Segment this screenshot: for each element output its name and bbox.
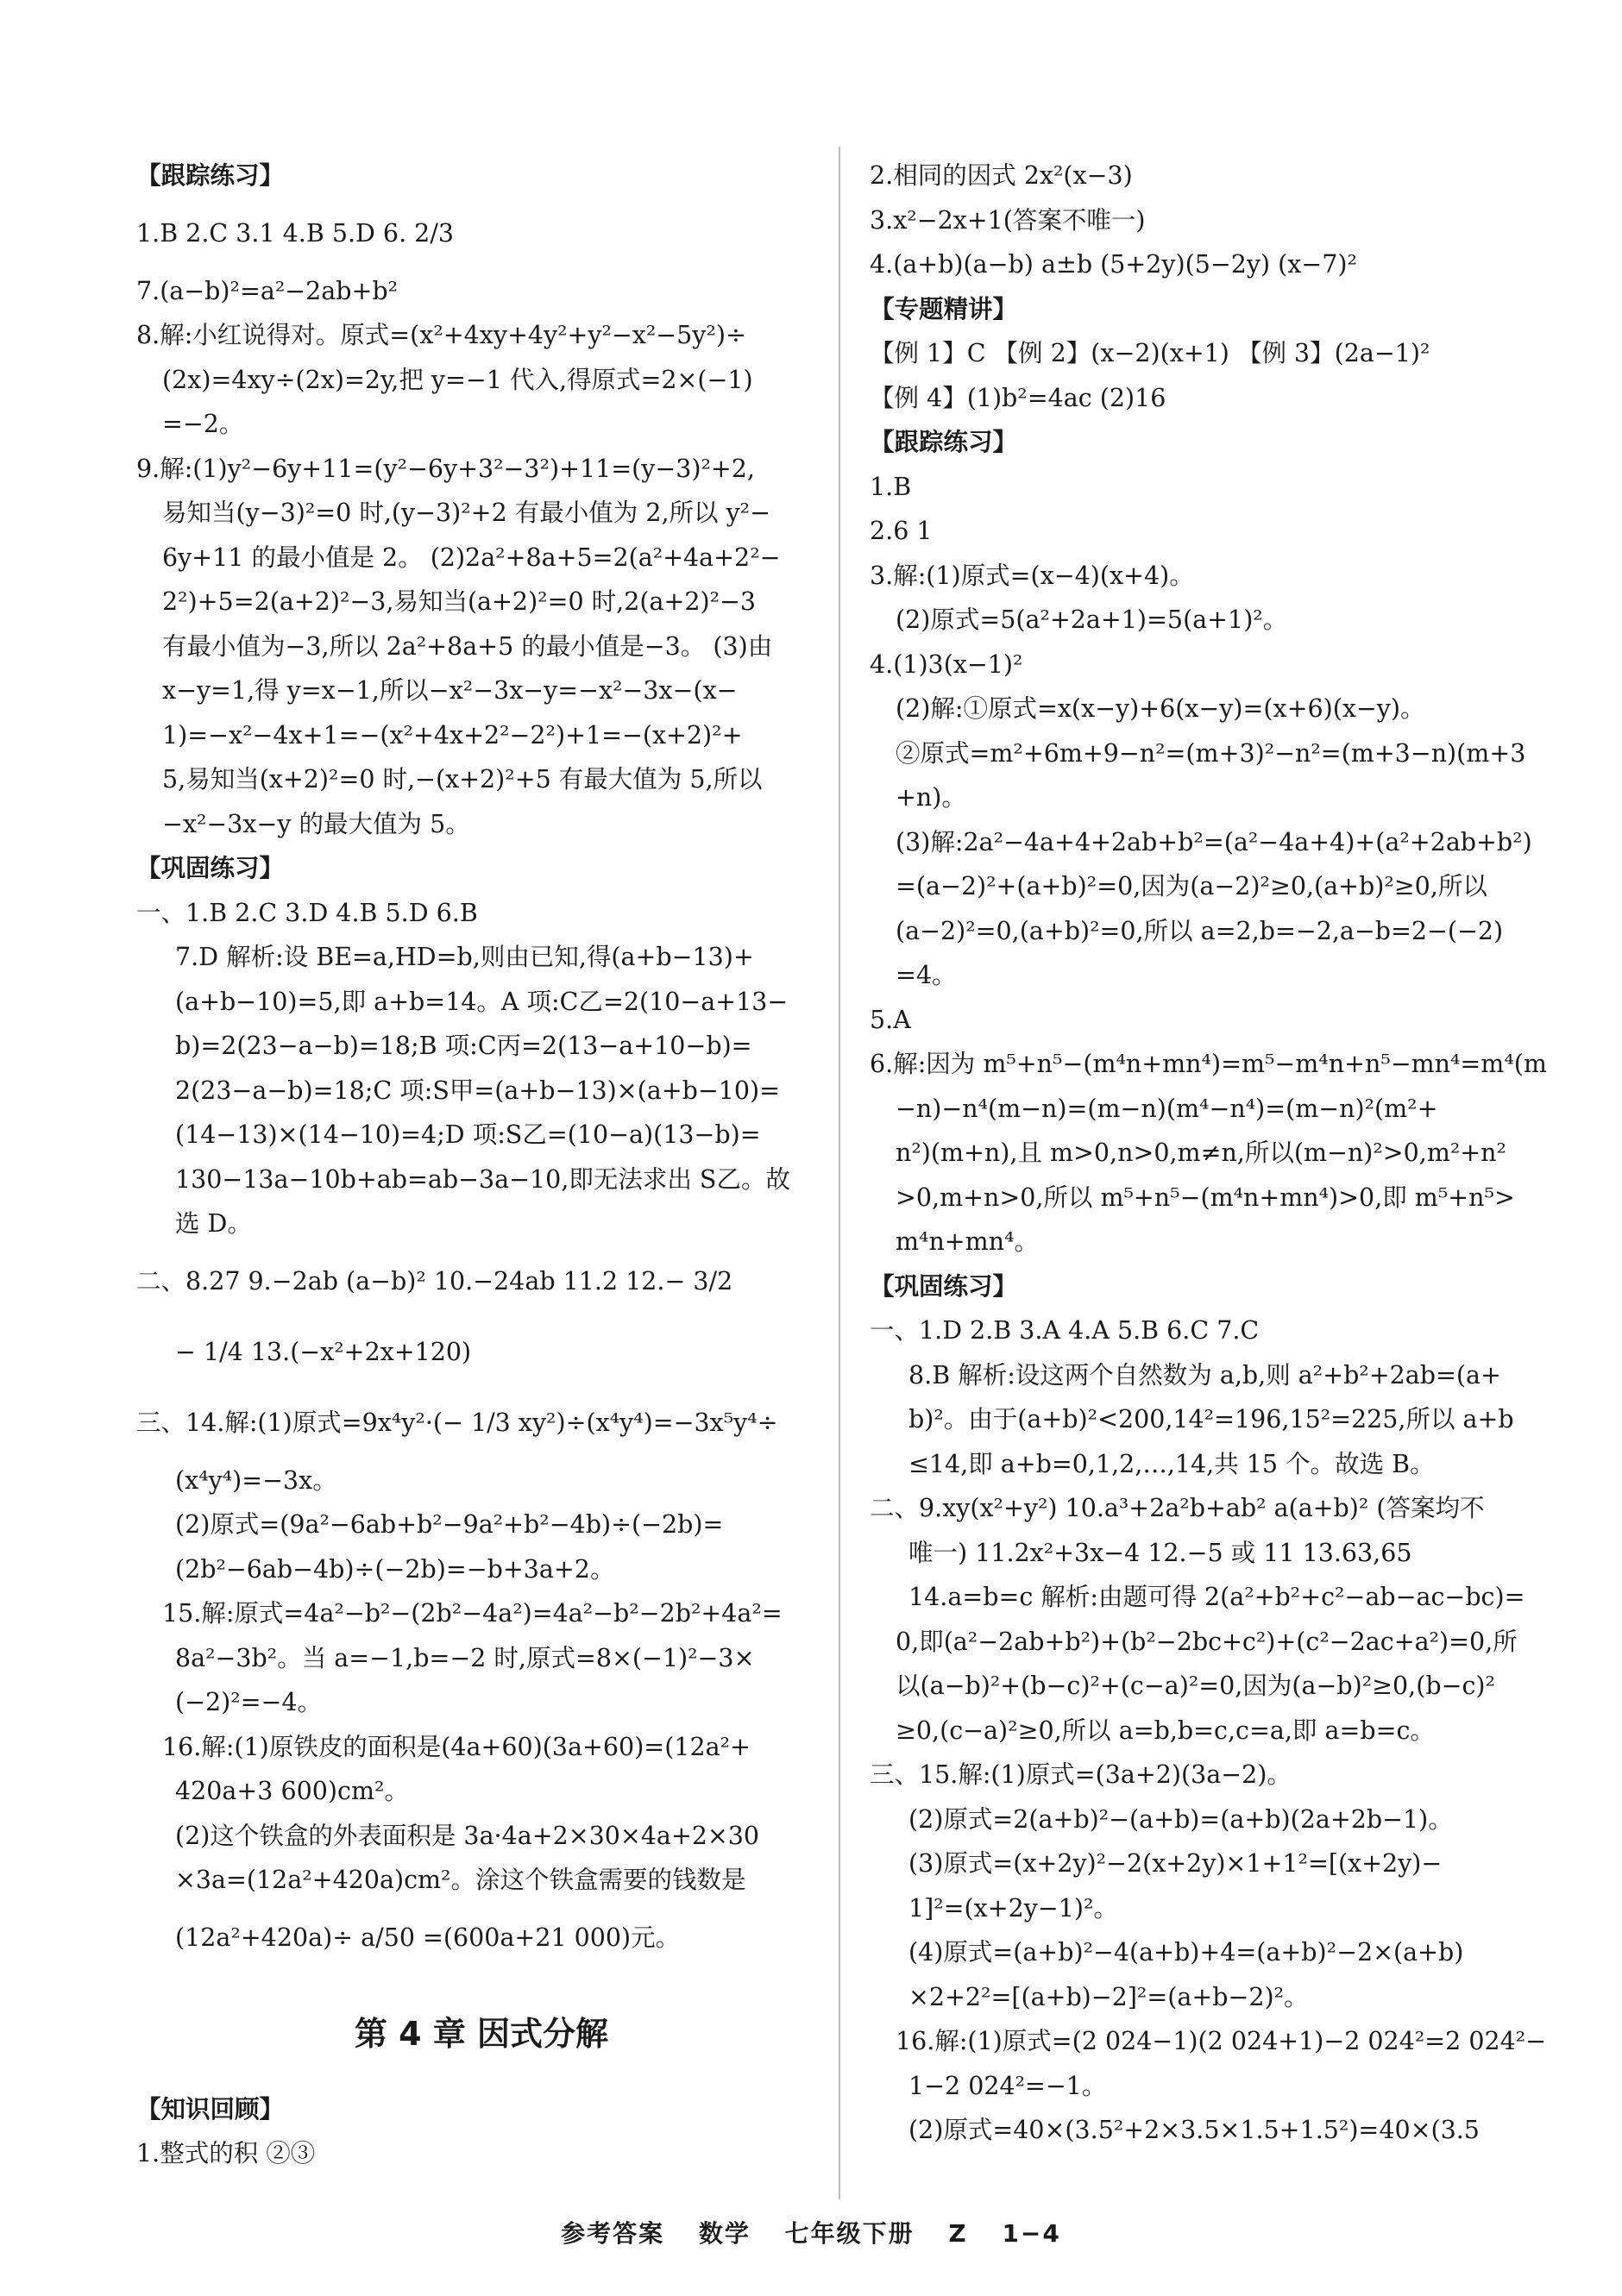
answer-line: =−2。	[162, 410, 244, 438]
answer-line: 6.解:因为 m⁵+n⁵−(m⁴n+mn⁴)=m⁵−m⁴n+n⁵−mn⁴=m⁴(m	[870, 1050, 1547, 1078]
answer-line: −n)−n⁴(m−n)=(m−n)(m⁴−n⁴)=(m−n)²(m²+	[896, 1094, 1438, 1123]
answer-line: (2)这个铁盒的外表面积是 3a·4a+2×30×4a+2×30	[175, 1821, 760, 1850]
answer-line: ×2+2²=[(a+b)−2]²=(a+b−2)²。	[908, 1982, 1309, 2011]
answer-line: 16.解:(1)原式=(2 024−1)(2 024+1)−2 024²=2 024²−	[896, 2027, 1547, 2055]
answer-line: (3)原式=(x+2y)²−2(x+2y)×1+1²=[(x+2y)−	[908, 1849, 1443, 1878]
answer-line: 二、9.xy(x²+y²) 10.a³+2a²b+ab² a(a+b)² (答案均不	[870, 1494, 1485, 1522]
answer-line: 9.解:(1)y²−6y+11=(y²−6y+3²−3²)+11=(y−3)²+2,	[136, 454, 755, 483]
footer-subject: 数学	[698, 2219, 751, 2248]
answer-line: (−2)²=−4。	[175, 1688, 323, 1716]
answer-line: 2(23−a−b)=18;C 项:S甲=(a+b−13)×(a+b−10)=	[175, 1076, 781, 1105]
section-header: 【专题精讲】	[870, 294, 1018, 323]
answer-line: 3.解:(1)原式=(x−4)(x+4)。	[870, 561, 1194, 590]
answer-line: (2)解:①原式=x(x−y)+6(x−y)=(x+6)(x−y)。	[896, 694, 1425, 723]
answer-line: 130−13a−10b+ab=ab−3a−10,即无法求出 S乙。故	[175, 1164, 790, 1194]
answer-line: 唯一) 11.2x²+3x−4 12.−5 或 11 13.63,65	[908, 1538, 1412, 1567]
answer-line: b)=2(23−a−b)=18;B 项:C丙=2(13−a+10−b)=	[175, 1032, 752, 1060]
answer-line: 有最小值为−3,所以 2a²+8a+5 的最小值是−3。 (3)由	[162, 631, 773, 661]
answer-line: n²)(m+n),且 m>0,n>0,m≠n,所以(m−n)²>0,m²+n²	[896, 1139, 1506, 1167]
section-header: 【跟踪练习】	[136, 161, 285, 190]
answer-line: (3)解:2a²−4a+4+2ab+b²=(a²−4a+4)+(a²+2ab+b²)	[896, 827, 1532, 856]
answer-line: 7.D 解析:设 BE=a,HD=b,则由已知,得(a+b−13)+	[175, 943, 754, 971]
section-header: 【巩固练习】	[136, 854, 285, 882]
answer-line: 1.整式的积 ②③	[136, 2139, 316, 2167]
answer-line: ②原式=m²+6m+9−n²=(m+3)²−n²=(m+3−n)(m+3	[896, 738, 1526, 768]
answer-line: 1−2 024²=−1。	[908, 2071, 1107, 2100]
answer-line: (4)原式=(a+b)²−4(a+b)+4=(a+b)²−2×(a+b)	[908, 1938, 1464, 1967]
answer-line: 7.(a−b)²=a²−2ab+b²	[136, 276, 399, 305]
answer-line: (2)原式=(9a²−6ab+b²−9a²+b²−4b)÷(−2b)=	[175, 1510, 724, 1539]
section-header: 【跟踪练习】	[870, 428, 1018, 456]
footer-code: Z	[948, 2219, 968, 2248]
answer-line: − 1/4 13.(−x²+2x+120)	[175, 1337, 472, 1366]
answer-line: 易知当(y−3)²=0 时,(y−3)²+2 有最小值为 2,所以 y²−	[162, 499, 770, 527]
answer-line: 一、1.B 2.C 3.D 4.B 5.D 6.B	[136, 898, 478, 927]
answer-line: 选 D。	[175, 1209, 252, 1238]
answer-line: 2.相同的因式 2x²(x−3)	[870, 161, 1133, 190]
answer-line: 1]²=(x+2y−1)²。	[908, 1893, 1118, 1923]
answer-line: =(a−2)²+(a+b)²=0,因为(a−2)²≥0,(a+b)²≥0,所以	[896, 872, 1487, 900]
answer-line: 5.A	[870, 1005, 911, 1034]
answer-line: 6y+11 的最小值是 2。 (2)2a²+8a+5=2(a²+4a+2²−	[162, 543, 781, 572]
answer-line: 4.(a+b)(a−b) a±b (5+2y)(5−2y) (x−7)²	[870, 250, 1357, 279]
answer-line: 14.a=b=c 解析:由题可得 2(a²+b²+c²−ab−ac−bc)=	[908, 1583, 1525, 1611]
left-column	[136, 154, 827, 2176]
answer-line: 8.B 解析:设这两个自然数为 a,b,则 a²+b²+2ab=(a+	[908, 1360, 1501, 1390]
answer-line: (2b²−6ab−4b)÷(−2b)=−b+3a+2。	[175, 1554, 615, 1584]
page-footer	[0, 2215, 1622, 2249]
answer-line: 三、15.解:(1)原式=(3a+2)(3a−2)。	[870, 1760, 1292, 1789]
answer-line: 一、1.D 2.B 3.A 4.A 5.B 6.C 7.C	[870, 1316, 1260, 1345]
answer-line: −x²−3x−y 的最大值为 5。	[162, 809, 470, 838]
answer-line: 三、14.解:(1)原式=9x⁴y²·(− 1/3 xy²)÷(x⁴y⁴)=−3x⁵y⁴÷	[136, 1408, 778, 1437]
answer-line: 1.B	[870, 472, 912, 501]
answer-line: 以(a−b)²+(b−c)²+(c−a)²=0,因为(a−b)²≥0,(b−c)²	[896, 1672, 1495, 1700]
answer-line: 0,即(a²−2ab+b²)+(b²−2bc+c²)+(c²−2ac+a²)=0,所	[896, 1627, 1518, 1656]
answer-line: 1.B 2.C 3.1 4.B 5.D 6. 2/3	[136, 218, 455, 248]
answer-line: 2²)+5=2(a+2)²−3,易知当(a+2)²=0 时,2(a+2)²−3	[162, 587, 757, 616]
answer-line: 1)=−x²−4x+1=−(x²+4x+2²−2²)+1=−(x+2)²+	[162, 720, 743, 750]
answer-line: x−y=1,得 y=x−1,所以−x²−3x−y=−x²−3x−(x−	[162, 676, 738, 705]
answer-line: 8a²−3b²。当 a=−1,b=−2 时,原式=8×(−1)²−3×	[175, 1643, 755, 1672]
answer-line: b)²。由于(a+b)²<200,14²=196,15²=225,所以 a+b	[908, 1405, 1514, 1433]
answer-line: (x⁴y⁴)=−3x。	[175, 1465, 337, 1495]
answer-line: (2)原式=2(a+b)²−(a+b)=(a+b)(2a+2b−1)。	[908, 1804, 1453, 1834]
answer-line: 【例 1】C 【例 2】(x−2)(x+1) 【例 3】(2a−1)²	[870, 339, 1430, 367]
answer-line: (a−2)²=0,(a+b)²=0,所以 a=2,b=−2,a−b=2−(−2)	[896, 916, 1504, 945]
footer-grade: 七年级下册	[784, 2219, 915, 2248]
answer-line: 4.(1)3(x−1)²	[870, 649, 1023, 679]
answer-line: 【例 4】(1)b²=4ac (2)16	[870, 383, 1166, 412]
chapter-title: 第 4 章 因式分解	[354, 2014, 609, 2053]
section-header: 【知识回顾】	[136, 2094, 285, 2123]
footer-label: 参考答案	[561, 2219, 665, 2248]
answer-line: (14−13)×(14−10)=4;D 项:S乙=(10−a)(13−b)=	[175, 1120, 761, 1149]
right-column	[870, 154, 1560, 2153]
section-header: 【巩固练习】	[870, 1271, 1018, 1301]
answer-line: +n)。	[896, 783, 966, 812]
answer-line: 420a+3 600)cm²。	[175, 1777, 409, 1805]
answer-line: 16.解:(1)原铁皮的面积是(4a+60)(3a+60)=(12a²+	[162, 1732, 751, 1761]
answer-line: =4。	[896, 961, 957, 989]
answer-line: ≥0,(c−a)²≥0,所以 a=b,b=c,c=a,即 a=b=c。	[896, 1716, 1435, 1745]
column-divider	[839, 147, 840, 2199]
answer-line: (2)原式=40×(3.5²+2×3.5×1.5+1.5²)=40×(3.5	[908, 2116, 1480, 2144]
answer-line: ×3a=(12a²+420a)cm²。涂这个铁盒需要的钱数是	[175, 1866, 746, 1894]
answer-line: (12a²+420a)÷ a/50 =(600a+21 000)元。	[175, 1923, 681, 1952]
answer-line: (2x)=4xy÷(2x)=2y,把 y=−1 代入,得原式=2×(−1)	[162, 365, 753, 394]
answer-line: ≤14,即 a+b=0,1,2,…,14,共 15 个。故选 B。	[908, 1449, 1435, 1478]
page-number: 1−4	[1002, 2219, 1061, 2248]
answer-line: 3.x²−2x+1(答案不唯一)	[870, 205, 1146, 235]
answer-line: (2)原式=5(a²+2a+1)=5(a+1)²。	[896, 605, 1288, 634]
answer-line: 二、8.27 9.−2ab (a−b)² 10.−24ab 11.2 12.− 3/2	[136, 1266, 733, 1295]
answer-line: 5,易知当(x+2)²=0 时,−(x+2)²+5 有最大值为 5,所以	[162, 765, 763, 794]
answer-line: 15.解:原式=4a²−b²−(2b²−4a²)=4a²−b²−2b²+4a²=	[162, 1599, 783, 1628]
answer-line: >0,m+n>0,所以 m⁵+n⁵−(m⁴n+mn⁴)>0,即 m⁵+n⁵>	[896, 1183, 1515, 1212]
answer-line: 8.解:小红说得对。原式=(x²+4xy+4y²+y²−x²−5y²)÷	[136, 321, 746, 349]
answer-line: 2.6 1	[870, 517, 933, 545]
answer-line: (a+b−10)=5,即 a+b=14。A 项:C乙=2(10−a+13−	[175, 987, 789, 1016]
answer-line: m⁴n+mn⁴。	[896, 1227, 1039, 1256]
